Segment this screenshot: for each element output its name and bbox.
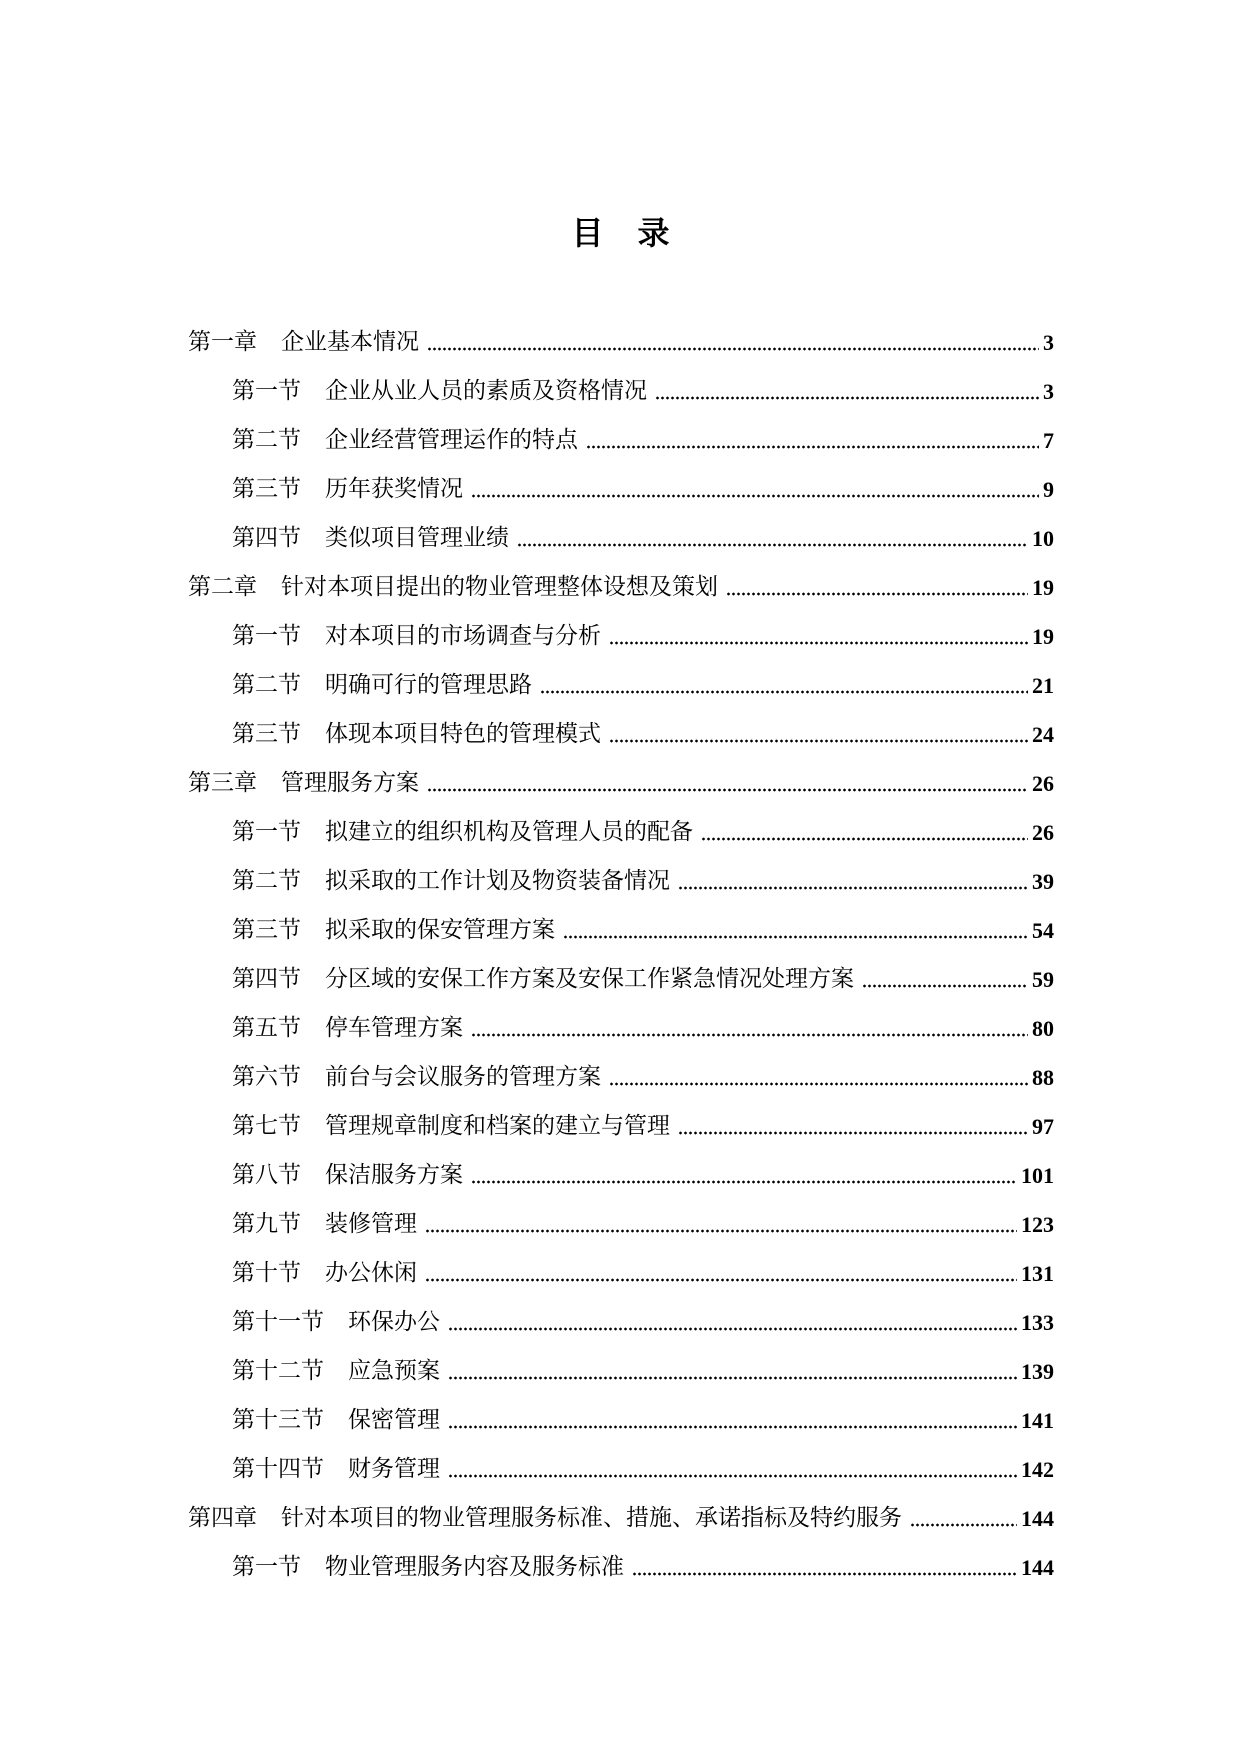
toc-page-number: 21 bbox=[1032, 672, 1054, 698]
toc-dot-leader bbox=[427, 788, 1028, 792]
toc-entry-title: 环保办公 bbox=[348, 1309, 440, 1335]
toc-entry-title: 物业管理服务内容及服务标准 bbox=[325, 1554, 624, 1580]
toc-entry-title: 装修管理 bbox=[325, 1211, 417, 1237]
toc-entry-number: 第九节 bbox=[232, 1211, 301, 1237]
toc-entry-title: 保洁服务方案 bbox=[325, 1162, 463, 1188]
toc-entry-number: 第十二节 bbox=[232, 1358, 324, 1384]
toc-entry-label bbox=[232, 1458, 440, 1481]
toc-entry-title: 管理规章制度和档案的建立与管理 bbox=[325, 1113, 670, 1139]
toc-entry-number: 第三节 bbox=[232, 917, 301, 943]
toc-dot-leader bbox=[517, 543, 1028, 547]
toc-dot-leader bbox=[655, 396, 1039, 400]
toc-entry-label bbox=[232, 380, 647, 403]
toc-entry-label bbox=[232, 1115, 670, 1138]
toc-entry-number: 第六节 bbox=[232, 1064, 301, 1090]
toc-dot-leader bbox=[448, 1327, 1017, 1331]
toc-entry-label bbox=[232, 1556, 624, 1579]
toc-page-number: 142 bbox=[1021, 1456, 1054, 1482]
toc-title bbox=[0, 208, 1241, 254]
toc-section-entry[interactable] bbox=[232, 1200, 1054, 1249]
toc-entry-number: 第五节 bbox=[232, 1015, 301, 1041]
toc-entry-title: 拟采取的工作计划及物资装备情况 bbox=[325, 868, 670, 894]
toc-page-number: 26 bbox=[1032, 770, 1054, 796]
toc-entry-title: 停车管理方案 bbox=[325, 1015, 463, 1041]
toc-section-entry[interactable] bbox=[232, 612, 1054, 661]
toc-page-number: 139 bbox=[1021, 1358, 1054, 1384]
toc-dot-leader bbox=[609, 1082, 1028, 1086]
toc-page-number: 80 bbox=[1032, 1015, 1054, 1041]
toc-entry-number: 第八节 bbox=[232, 1162, 301, 1188]
toc-entry-label bbox=[232, 625, 601, 648]
toc-entry-title: 拟采取的保安管理方案 bbox=[325, 917, 555, 943]
toc-entry-title: 针对本项目提出的物业管理整体设想及策划 bbox=[281, 574, 718, 600]
toc-page-number: 97 bbox=[1032, 1113, 1054, 1139]
toc-chapter-entry[interactable] bbox=[188, 759, 1054, 808]
toc-page-number: 59 bbox=[1032, 966, 1054, 992]
toc-entry-label bbox=[232, 1017, 463, 1040]
toc-entry-title: 办公休闲 bbox=[325, 1260, 417, 1286]
toc-entry-label bbox=[232, 1360, 440, 1383]
toc-entry-number: 第四章 bbox=[188, 1505, 257, 1531]
toc-section-entry[interactable] bbox=[232, 1347, 1054, 1396]
toc-entry-number: 第十一节 bbox=[232, 1309, 324, 1335]
toc-entry-title: 明确可行的管理思路 bbox=[325, 672, 532, 698]
toc-entry-label bbox=[232, 1213, 417, 1236]
toc-dot-leader bbox=[862, 984, 1028, 988]
toc-section-entry[interactable] bbox=[232, 808, 1054, 857]
toc-entry-label bbox=[232, 968, 854, 991]
toc-dot-leader bbox=[427, 347, 1039, 351]
toc-entry-label bbox=[232, 870, 670, 893]
toc-entry-label bbox=[188, 772, 419, 795]
toc-entry-label bbox=[188, 331, 419, 354]
toc-entry-number: 第十三节 bbox=[232, 1407, 324, 1433]
toc-page-number: 26 bbox=[1032, 819, 1054, 845]
toc-entry-title: 企业从业人员的素质及资格情况 bbox=[325, 378, 647, 404]
toc-entry-title: 前台与会议服务的管理方案 bbox=[325, 1064, 601, 1090]
toc-section-entry[interactable] bbox=[232, 906, 1054, 955]
toc-dot-leader bbox=[678, 886, 1028, 890]
toc-section-entry[interactable] bbox=[232, 661, 1054, 710]
toc-page-number: 9 bbox=[1043, 476, 1054, 502]
toc-entry-label bbox=[232, 1262, 417, 1285]
toc-dot-leader bbox=[609, 641, 1028, 645]
toc-dot-leader bbox=[726, 592, 1028, 596]
toc-section-entry[interactable] bbox=[232, 857, 1054, 906]
toc-dot-leader bbox=[425, 1278, 1017, 1282]
toc-page-number: 10 bbox=[1032, 525, 1054, 551]
toc-chapter-entry[interactable] bbox=[188, 1494, 1054, 1543]
toc-page-number: 101 bbox=[1021, 1162, 1054, 1188]
toc-dot-leader bbox=[471, 1033, 1028, 1037]
toc-entry-number: 第四节 bbox=[232, 966, 301, 992]
toc-chapter-entry[interactable] bbox=[188, 318, 1054, 367]
toc-dot-leader bbox=[471, 494, 1039, 498]
toc-entry-number: 第三节 bbox=[232, 721, 301, 747]
toc-entry-number: 第一节 bbox=[232, 1554, 301, 1580]
toc-entry-number: 第十四节 bbox=[232, 1456, 324, 1482]
toc-chapter-entry[interactable] bbox=[188, 563, 1054, 612]
toc-section-entry[interactable] bbox=[232, 1053, 1054, 1102]
toc-section-entry[interactable] bbox=[232, 710, 1054, 759]
toc-dot-leader bbox=[448, 1376, 1017, 1380]
toc-page-number: 144 bbox=[1021, 1554, 1054, 1580]
toc-entry-label bbox=[188, 576, 718, 599]
toc-entry-title: 体现本项目特色的管理模式 bbox=[325, 721, 601, 747]
toc-entry-title: 保密管理 bbox=[348, 1407, 440, 1433]
toc-entry-title: 企业经营管理运作的特点 bbox=[325, 427, 578, 453]
toc-entry-title: 类似项目管理业绩 bbox=[325, 525, 509, 551]
toc-entry-title: 财务管理 bbox=[348, 1456, 440, 1482]
toc-dot-leader bbox=[609, 739, 1028, 743]
toc-page-number: 141 bbox=[1021, 1407, 1054, 1433]
toc-dot-leader bbox=[540, 690, 1028, 694]
toc-entry-label bbox=[232, 821, 693, 844]
toc-dot-leader bbox=[471, 1180, 1017, 1184]
toc-entry-number: 第一节 bbox=[232, 623, 301, 649]
toc-section-entry[interactable] bbox=[232, 1151, 1054, 1200]
toc-page-number: 7 bbox=[1043, 427, 1054, 453]
toc-entry-number: 第一章 bbox=[188, 329, 257, 355]
toc-page-number: 131 bbox=[1021, 1260, 1054, 1286]
toc-dot-leader bbox=[448, 1474, 1017, 1478]
toc-page-number: 19 bbox=[1032, 574, 1054, 600]
toc-entry-number: 第二节 bbox=[232, 427, 301, 453]
toc-entry-label bbox=[232, 723, 601, 746]
toc-dot-leader bbox=[632, 1572, 1017, 1576]
toc-entry-number: 第一节 bbox=[232, 378, 301, 404]
toc-page-number: 144 bbox=[1021, 1505, 1054, 1531]
toc-page-number: 123 bbox=[1021, 1211, 1054, 1237]
toc-section-entry[interactable] bbox=[232, 1298, 1054, 1347]
toc-section-entry[interactable] bbox=[232, 1102, 1054, 1151]
toc-entry-label bbox=[188, 1507, 902, 1530]
toc-entry-title: 对本项目的市场调查与分析 bbox=[325, 623, 601, 649]
toc-section-entry[interactable] bbox=[232, 955, 1054, 1004]
toc-entry-label bbox=[232, 1311, 440, 1334]
toc-title-char-1: 目 bbox=[571, 214, 604, 252]
toc-page-number: 19 bbox=[1032, 623, 1054, 649]
toc-section-entry[interactable] bbox=[232, 416, 1054, 465]
toc-entry-number: 第二节 bbox=[232, 868, 301, 894]
toc-entry-label bbox=[232, 527, 509, 550]
toc-section-entry[interactable] bbox=[232, 1445, 1054, 1494]
toc-section-entry[interactable] bbox=[232, 1249, 1054, 1298]
toc-entry-label bbox=[232, 1409, 440, 1432]
toc-dot-leader bbox=[678, 1131, 1028, 1135]
toc-entry-number: 第二节 bbox=[232, 672, 301, 698]
toc-section-entry[interactable] bbox=[232, 1396, 1054, 1445]
toc-entry-label bbox=[232, 674, 532, 697]
toc-dot-leader bbox=[586, 445, 1039, 449]
toc-dot-leader bbox=[425, 1229, 1017, 1233]
toc-section-entry[interactable] bbox=[232, 465, 1054, 514]
toc-entry-number: 第三章 bbox=[188, 770, 257, 796]
toc-dot-leader bbox=[910, 1523, 1017, 1527]
toc-page-number: 39 bbox=[1032, 868, 1054, 894]
toc-entry-label bbox=[232, 919, 555, 942]
toc-title-char-2: 录 bbox=[637, 214, 670, 252]
toc-entry-title: 应急预案 bbox=[348, 1358, 440, 1384]
toc-entry-number: 第十节 bbox=[232, 1260, 301, 1286]
toc-entry-title: 管理服务方案 bbox=[281, 770, 419, 796]
toc-entry-number: 第七节 bbox=[232, 1113, 301, 1139]
toc-entry-number: 第三节 bbox=[232, 476, 301, 502]
toc-dot-leader bbox=[563, 935, 1028, 939]
toc-section-entry[interactable] bbox=[232, 1543, 1054, 1592]
toc-entry-label bbox=[232, 429, 578, 452]
toc-section-entry[interactable] bbox=[232, 1004, 1054, 1053]
toc-page-number: 3 bbox=[1043, 329, 1054, 355]
toc-entry-title: 拟建立的组织机构及管理人员的配备 bbox=[325, 819, 693, 845]
toc-entry-label bbox=[232, 478, 463, 501]
toc-page-number: 3 bbox=[1043, 378, 1054, 404]
toc-entry-number: 第二章 bbox=[188, 574, 257, 600]
toc-entry-title: 企业基本情况 bbox=[281, 329, 419, 355]
toc-dot-leader bbox=[448, 1425, 1017, 1429]
toc-page-number: 24 bbox=[1032, 721, 1054, 747]
toc-page-number: 133 bbox=[1021, 1309, 1054, 1335]
toc-section-entry[interactable] bbox=[232, 514, 1054, 563]
toc-entry-number: 第一节 bbox=[232, 819, 301, 845]
toc-entry-title: 分区域的安保工作方案及安保工作紧急情况处理方案 bbox=[325, 966, 854, 992]
toc-entry-label bbox=[232, 1164, 463, 1187]
toc-entry-title: 历年获奖情况 bbox=[325, 476, 463, 502]
toc-section-entry[interactable] bbox=[232, 367, 1054, 416]
toc-entry-number: 第四节 bbox=[232, 525, 301, 551]
toc-entry-title: 针对本项目的物业管理服务标准、措施、承诺指标及特约服务 bbox=[281, 1505, 902, 1531]
toc-list bbox=[0, 318, 1241, 1592]
toc-dot-leader bbox=[701, 837, 1028, 841]
toc-page-number: 88 bbox=[1032, 1064, 1054, 1090]
toc-entry-label bbox=[232, 1066, 601, 1089]
toc-page-number: 54 bbox=[1032, 917, 1054, 943]
